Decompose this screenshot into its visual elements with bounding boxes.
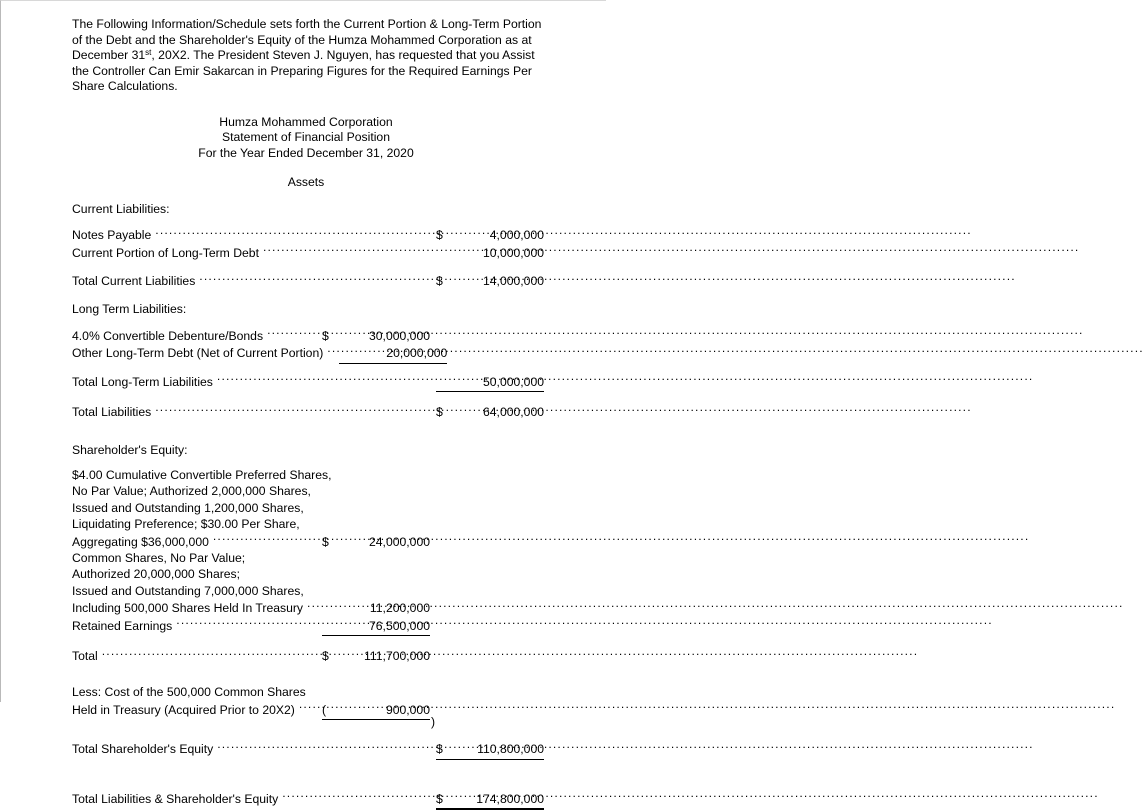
currency-symbol: $ [436,228,443,243]
leader-dots [199,272,316,285]
description-line: Common Shares, No Par Value; [72,550,246,565]
leader-dots [155,226,316,239]
leader-dots [282,790,316,803]
statement-name: Statement of Financial Position [221,130,390,145]
amount-value: 4,000,000 [489,228,544,243]
leader-dots [327,344,333,357]
amount-value: 30,000,000 [369,328,430,343]
leader-dots [217,740,316,753]
long-term-liabilities-heading: Long Term Liabilities: [72,302,187,317]
total-current-liabilities-label: Total Current Liabilities [72,274,196,289]
company-name: Humza Mohammed Corporation [219,114,393,129]
row-other-long-term-debt [72,344,544,363]
other-long-term-debt-label: Other Long-Term Debt (Net of Current Portion) [72,346,324,361]
row-total-liabilities [72,403,544,420]
currency-symbol: $ [322,534,329,549]
amount-value: 76,500,000 [369,618,430,633]
row-total-equity-gross [72,647,544,664]
leader-dots [213,533,316,546]
amount-value: 11,200,000 [369,601,430,616]
current-portion-label: Current Portion of Long-Term Debt [72,245,259,260]
less-treasury-cost-line: Less: Cost of the 500,000 Common Shares [72,685,306,700]
leader-dots [263,244,316,257]
description-line: No Par Value; Authorized 2,000,000 Shares, [72,484,311,499]
common-shares-description [72,550,546,599]
statement-sheet [72,17,546,810]
row-total-shareholders-equity [72,740,544,759]
currency-symbol: $ [322,328,329,343]
ordinal-suffix: st [145,48,152,58]
currency-symbol: $ [322,648,329,663]
section-heading-row [72,200,544,217]
total-shareholders-equity-label: Total Shareholder's Equity [72,742,214,757]
total-long-term-liabilities-label: Total Long-Term Liabilities [72,374,213,389]
amount-value: 50,000,000 [483,374,544,389]
amount-value: 111,700,000 [364,648,430,663]
leader-dots [191,441,544,454]
row-treasury-cost [72,701,544,729]
leader-dots [174,200,544,213]
assets-section-heading: Assets [287,174,325,189]
retained-earnings-label: Retained Earnings [72,618,173,633]
amount-value: 24,000,000 [369,534,430,549]
row-preferred-shares-value [72,533,544,550]
statement-heading [72,115,546,161]
leader-dots [217,373,316,386]
current-liabilities-heading: Current Liabilities: [72,201,170,216]
amount-value: 14,000,000 [483,274,544,289]
aggregating-label: Aggregating $36,000,000 [72,534,209,549]
description-line: Issued and Outstanding 7,000,000 Shares, [72,583,304,598]
currency-symbol: $ [436,742,443,757]
treasury-cost-label: Held in Treasury (Acquired Prior to 20X2) [72,702,295,717]
open-paren: ( [322,702,327,717]
total-liabilities-and-equity-label: Total Liabilities & Shareholder's Equity [72,791,279,806]
statement-period: For the Year Ended December 31, 2020 [198,145,414,160]
amount-value: 64,000,000 [483,405,544,420]
description-line: $4.00 Cumulative Convertible Preferred Shares, [72,467,332,482]
description-line: Issued and Outstanding 1,200,000 Shares, [72,500,304,515]
amount-value: 10,000,000 [483,245,544,260]
amount-value: 174,800,000 [476,791,544,806]
treasury-included-label: Including 500,000 Shares Held In Treasury [72,601,304,616]
leader-dots [102,647,316,660]
description-line: Authorized 20,000,000 Shares; [72,567,241,582]
intro-text-part2: , 20X2. The President Steven J. Nguyen, has requested that you Assist the Controller Can Emir Sakarcan in Preparing Figures for the Required Earnings Per Share Calculations. [72,48,535,94]
row-retained-earnings [72,617,544,636]
row-total-liabilities-and-equity [72,790,544,810]
leader-dots [190,300,544,313]
currency-symbol: $ [436,791,443,806]
amount-cell: ( 900,000 ) [322,702,436,729]
total-label: Total [72,648,98,663]
leader-dots [176,617,316,630]
intro-text-part1: The Following Information/Schedule sets forth the Current Portion & Long-Term Portion of the Debt and the Shareholder's Equity of the Humza Mohammed Corporation as at December 31 [72,17,542,63]
section-heading-row [72,441,544,458]
section-heading-row [72,300,544,317]
currency-symbol: $ [436,405,443,420]
currency-symbol: $ [436,274,443,289]
convertible-debenture-label: 4.0% Convertible Debenture/Bonds [72,328,264,343]
intro-paragraph [72,17,544,95]
leader-dots [155,403,316,416]
amount-value: 110,800,000 [477,742,544,757]
notes-payable-label: Notes Payable [72,228,152,243]
row-current-portion-lt-debt [72,244,544,261]
description-line: Liquidating Preference; $30.00 Per Share, [72,517,300,532]
row-total-long-term-liabilities [72,373,544,392]
total-liabilities-label: Total Liabilities [72,405,152,420]
statement-body [72,200,546,810]
preferred-shares-description [72,467,546,533]
leader-dots [307,599,316,612]
amount-value: 900,000 [385,702,430,717]
leader-dots [267,327,316,340]
amount-value: 20,000,000 [386,346,448,361]
row-total-current-liabilities [72,272,544,289]
shareholders-equity-heading: Shareholder's Equity: [72,442,188,457]
leader-dots [299,701,316,714]
